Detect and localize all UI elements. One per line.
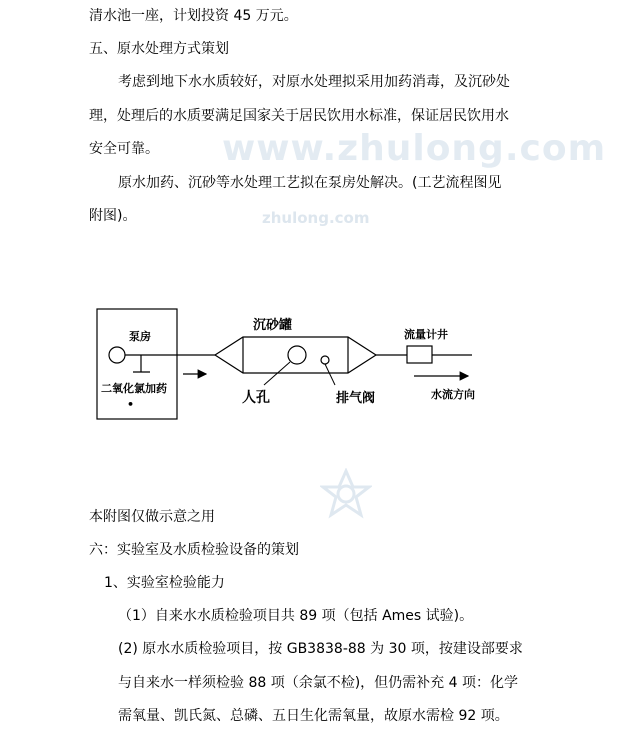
paragraph-treatment-line3: 安全可靠。 <box>89 141 159 157</box>
list-item-2-line1: (2) 原水水质检验项目，按 GB3838-88 为 30 项，按建设部要求 <box>118 641 523 657</box>
section-heading-6: 六：实验室及水质检验设备的策划 <box>89 542 299 558</box>
label-flowmeter: 流量计井 <box>404 328 448 341</box>
label-dosing: 二氧化氯加药 <box>101 382 167 395</box>
list-item-2-line3: 需氧量、凯氏氮、总磷、五日生化需氧量，故原水需检 92 项。 <box>118 708 509 724</box>
paragraph-treatment-line2: 理，处理后的水质要满足国家关于居民饮用水标准，保证居民饮用水 <box>89 108 509 124</box>
flowmeter-box <box>407 346 432 363</box>
label-dot: • <box>127 398 135 411</box>
paragraph-treatment-line1: 考虑到地下水水质较好，对原水处理拟采用加药消毒，及沉砂处 <box>118 74 510 90</box>
pump-room-box <box>97 309 177 419</box>
list-item-2-line2: 与自来水一样须检验 88 项（余氯不检)，但仍需补充 4 项：化学 <box>118 675 518 691</box>
label-pump-room: 泵房 <box>129 330 151 343</box>
subsection-lab-capability: 1、实验室检验能力 <box>104 575 225 591</box>
manhole-circle <box>288 346 306 364</box>
diagram-note: 本附图仅做示意之用 <box>89 509 215 525</box>
label-manhole: 人孔 <box>242 390 270 406</box>
pump-circle <box>109 347 125 363</box>
watermark-brand: zhulong.com <box>262 209 370 227</box>
paragraph-process-line2: 附图)。 <box>89 208 137 224</box>
section-heading-5: 五、原水处理方式策划 <box>89 41 229 57</box>
watermark-url: www.zhulong.com <box>222 128 607 169</box>
paragraph-budget: 清水池一座，计划投资 45 万元。 <box>89 8 298 24</box>
vent-circle <box>321 356 329 364</box>
label-flow-direction: 水流方向 <box>431 388 475 401</box>
label-tank: 沉砂罐 <box>253 318 293 333</box>
label-vent: 排气阀 <box>336 391 376 406</box>
paragraph-process-line1: 原水加药、沉砂等水处理工艺拟在泵房处解决。(工艺流程图见 <box>118 175 502 191</box>
sand-settling-tank <box>215 337 376 373</box>
list-item-1: （1）自来水水质检验项目共 89 项（包括 Ames 试验)。 <box>118 608 474 624</box>
